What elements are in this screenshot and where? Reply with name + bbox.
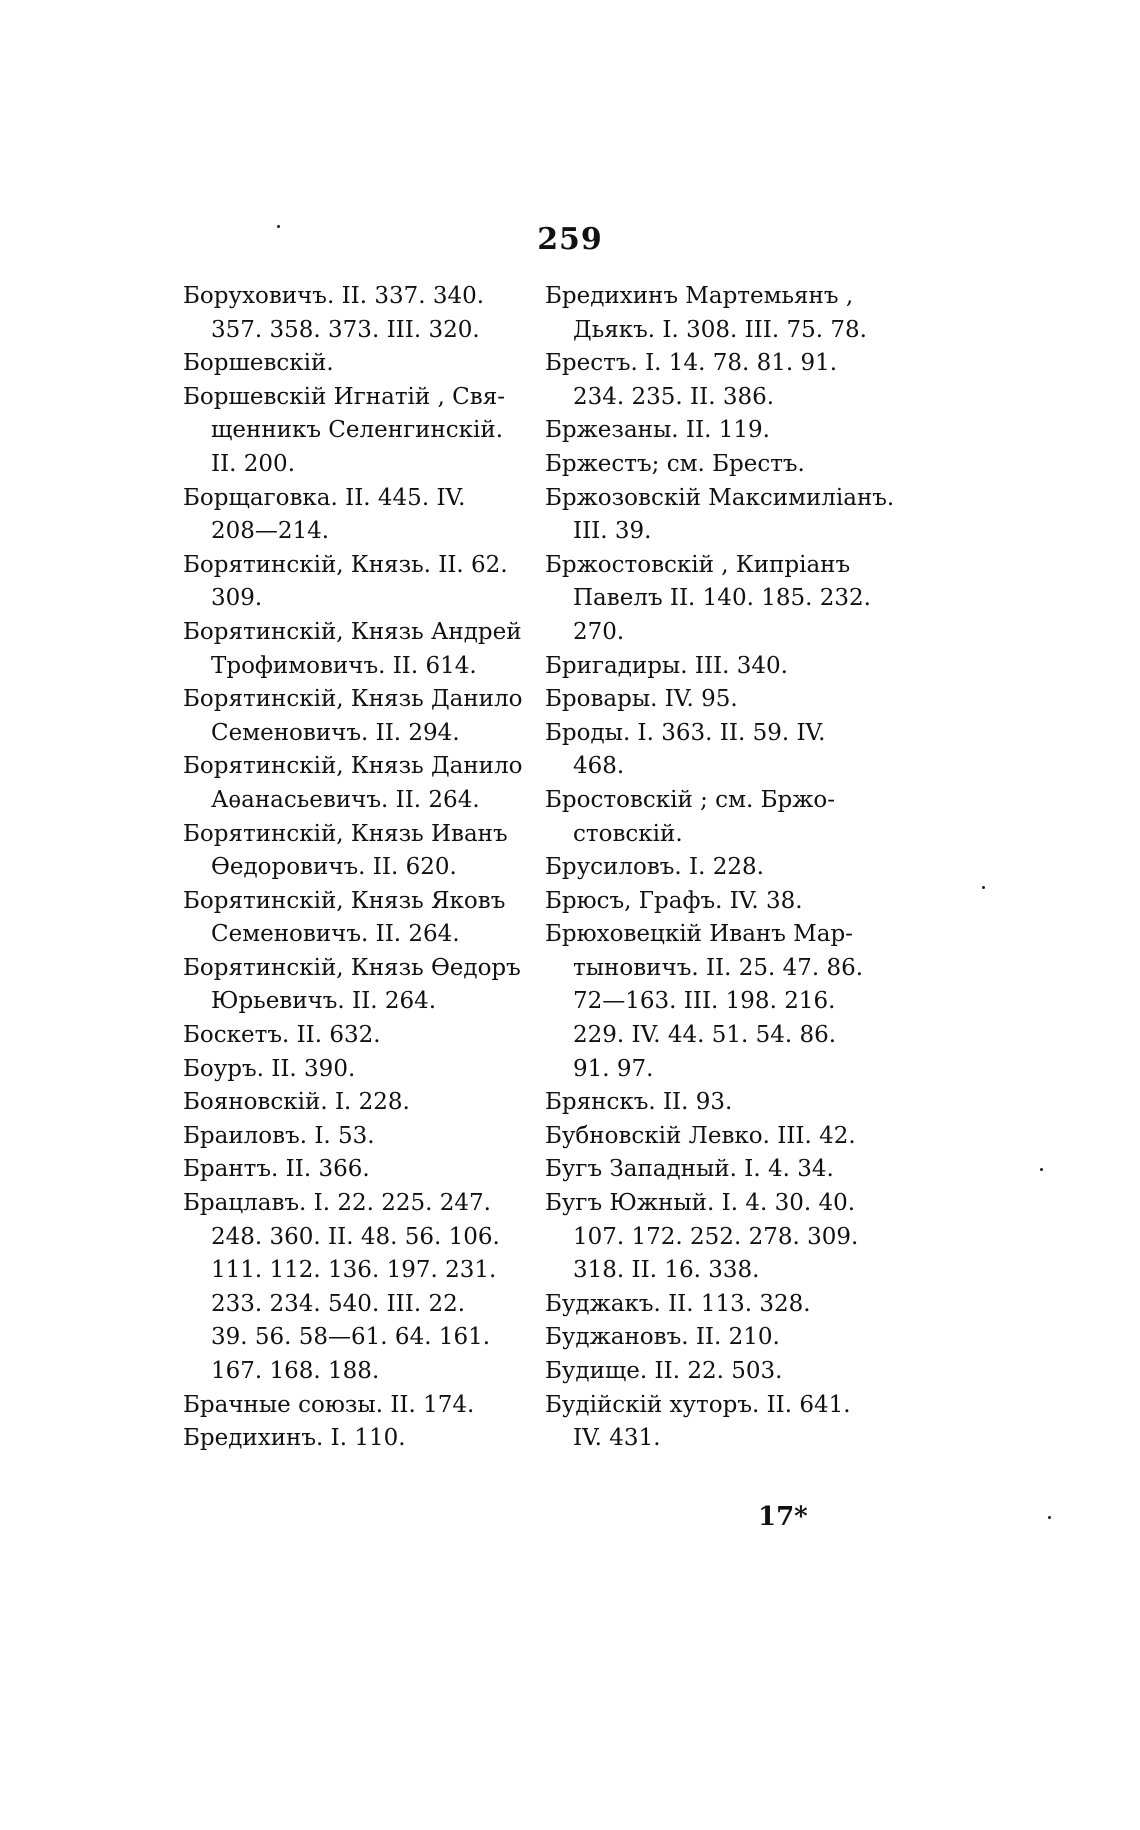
entry-heading-line: Бржостовскій , Кипріанъ	[545, 551, 851, 578]
index-entry	[183, 1389, 553, 1423]
entry-continuation-line: Павелъ II. 140. 185. 232.	[573, 585, 871, 612]
entry-continuation-line: Трофимовичъ. II. 614.	[211, 652, 477, 679]
entry-continuation-line: 208—214.	[211, 518, 330, 545]
index-entry	[183, 1019, 553, 1053]
entry-continuation-line: тыновичъ. II. 25. 47. 86.	[573, 954, 864, 981]
entry-heading-line: Борятинскій, Князь Ѳедоръ	[183, 954, 521, 981]
index-entry	[183, 1422, 553, 1456]
entry-heading-line: Боуръ. II. 390.	[183, 1055, 356, 1082]
entry-continuation-line: Дьякъ. I. 308. III. 75. 78.	[573, 316, 867, 343]
index-entry	[545, 1321, 905, 1355]
entry-heading-line: Борятинскій, Князь Данило	[183, 753, 523, 780]
entry-heading-line: Бровары. IV. 95.	[545, 686, 738, 713]
entry-heading-line: Бржозовскій Максимиліанъ.	[545, 484, 895, 511]
index-entry	[545, 1389, 905, 1456]
entry-continuation-line: 270.	[573, 618, 625, 645]
index-entry	[545, 1187, 905, 1288]
index-entry	[183, 1053, 553, 1087]
entry-continuation-line: III. 39.	[573, 518, 652, 545]
entry-heading-line: Брянскъ. II. 93.	[545, 1089, 733, 1116]
entry-heading-line: Брачные союзы. II. 174.	[183, 1391, 475, 1418]
entry-heading-line: Бубновскій Левко. III. 42.	[545, 1122, 856, 1149]
entry-heading-line: Брюховецкій Иванъ Мар-	[545, 921, 853, 948]
entry-heading-line: Брусиловъ. I. 228.	[545, 854, 764, 881]
entry-heading-line: Борятинскій, Князь. II. 62.	[183, 551, 508, 578]
entry-heading-line: Буджакъ. II. 113. 328.	[545, 1290, 811, 1317]
index-entry	[183, 885, 553, 952]
index-entry	[183, 280, 553, 347]
entry-heading-line: Броды. I. 363. II. 59. IV.	[545, 719, 826, 746]
print-speck	[1048, 1516, 1051, 1519]
index-column-right	[545, 280, 905, 1456]
index-entry	[183, 952, 553, 1019]
index-entry	[545, 683, 905, 717]
index-entry	[183, 347, 553, 381]
index-entry	[183, 616, 553, 683]
index-entry	[545, 784, 905, 851]
entry-heading-line: Боруховичъ. II. 337. 340.	[183, 283, 485, 309]
entry-heading-line: Бредихинъ. I. 110.	[183, 1425, 406, 1452]
entry-continuation-line: 111. 112. 136. 197. 231.	[211, 1257, 497, 1284]
entry-heading-line: Бригадиры. III. 340.	[545, 652, 788, 679]
index-entry	[183, 750, 553, 817]
index-entry	[545, 549, 905, 650]
index-entry	[545, 918, 905, 1086]
entry-heading-line: Бростовскій ; см. Бржо-	[545, 786, 835, 813]
entry-continuation-line: 318. II. 16. 338.	[573, 1257, 760, 1284]
signature-mark: 17*	[758, 1502, 808, 1532]
index-entry	[183, 381, 553, 482]
print-speck	[1040, 1168, 1043, 1171]
index-entry	[545, 448, 905, 482]
entry-continuation-line: Юрьевичъ. II. 264.	[211, 988, 437, 1015]
entry-continuation-line: щенникъ Селенгинскій.	[211, 417, 504, 444]
entry-continuation-line: 39. 56. 58—61. 64. 161.	[211, 1324, 491, 1351]
entry-continuation-line: 233. 234. 540. III. 22.	[211, 1290, 466, 1317]
index-entry	[545, 851, 905, 885]
index-entry	[183, 1187, 553, 1389]
index-entry	[183, 1086, 553, 1120]
entry-heading-line: Бугъ Западный. I. 4. 34.	[545, 1156, 834, 1183]
entry-continuation-line: 72—163. III. 198. 216.	[573, 988, 836, 1015]
entry-heading-line: Борятинскій, Князь Данило	[183, 686, 523, 713]
entry-continuation-line: 468.	[573, 753, 625, 780]
entry-continuation-line: 309.	[211, 585, 263, 612]
entry-heading-line: Борятинскій, Князь Иванъ	[183, 820, 508, 847]
index-entry	[545, 482, 905, 549]
print-speck	[277, 225, 280, 228]
entry-heading-line: Бояновскій. I. 228.	[183, 1089, 410, 1116]
entry-continuation-line: II. 200.	[211, 450, 296, 477]
entry-heading-line: Бржезаны. II. 119.	[545, 417, 770, 444]
entry-continuation-line: Ѳедоровичъ. II. 620.	[211, 854, 457, 881]
entry-continuation-line: 91. 97.	[573, 1055, 654, 1082]
index-entry	[545, 280, 905, 347]
entry-continuation-line: 234. 235. II. 386.	[573, 383, 775, 410]
print-speck	[982, 886, 985, 889]
index-entry	[183, 818, 553, 885]
index-entry	[545, 650, 905, 684]
entry-continuation-line: Аѳанасьевичъ. II. 264.	[211, 786, 480, 813]
entry-continuation-line: Семеновичъ. II. 264.	[211, 921, 460, 948]
entry-heading-line: Бредихинъ Мартемьянъ ,	[545, 283, 854, 309]
index-entry	[545, 1288, 905, 1322]
entry-heading-line: Буджановъ. II. 210.	[545, 1324, 780, 1351]
entry-heading-line: Борятинскій, Князь Андрей	[183, 618, 522, 645]
index-entry	[183, 683, 553, 750]
entry-continuation-line: 229. IV. 44. 51. 54. 86.	[573, 1022, 837, 1049]
entry-heading-line: Бржестъ; см. Брестъ.	[545, 450, 805, 477]
entry-continuation-line: 357. 358. 373. III. 320.	[211, 316, 480, 343]
entry-heading-line: Брестъ. I. 14. 78. 81. 91.	[545, 350, 838, 377]
index-entry	[545, 1086, 905, 1120]
entry-heading-line: Брантъ. II. 366.	[183, 1156, 370, 1183]
entry-continuation-line: IV. 431.	[573, 1425, 661, 1452]
entry-heading-line: Браиловъ. I. 53.	[183, 1122, 375, 1149]
entry-heading-line: Боскетъ. II. 632.	[183, 1022, 381, 1049]
entry-heading-line: Бугъ Южный. I. 4. 30. 40.	[545, 1190, 856, 1217]
entry-heading-line: Борщаговка. II. 445. IV.	[183, 484, 466, 511]
index-entry	[183, 482, 553, 549]
entry-continuation-line: Семеновичъ. II. 294.	[211, 719, 460, 746]
entry-continuation-line: 107. 172. 252. 278. 309.	[573, 1223, 859, 1250]
index-column-left	[183, 280, 553, 1456]
index-entry	[545, 414, 905, 448]
entry-heading-line: Брюсъ, Графъ. IV. 38.	[545, 887, 803, 914]
index-entry	[545, 885, 905, 919]
entry-continuation-line: 248. 360. II. 48. 56. 106.	[211, 1223, 500, 1250]
entry-continuation-line: стовскій.	[573, 820, 683, 847]
entry-heading-line: Будійскій хуторъ. II. 641.	[545, 1391, 851, 1418]
entry-heading-line: Боршевскій Игнатій , Свя-	[183, 383, 505, 410]
index-entry	[183, 1120, 553, 1154]
index-entry	[545, 1120, 905, 1154]
index-entry	[545, 1153, 905, 1187]
index-entry	[545, 717, 905, 784]
entry-heading-line: Борятинскій, Князь Яковъ	[183, 887, 506, 914]
entry-heading-line: Брацлавъ. I. 22. 225. 247.	[183, 1190, 491, 1217]
entry-heading-line: Будище. II. 22. 503.	[545, 1358, 783, 1384]
entry-continuation-line: 167. 168. 188.	[211, 1358, 380, 1384]
index-entry	[545, 347, 905, 414]
index-entry	[183, 1153, 553, 1187]
entry-heading-line: Боршевскій.	[183, 350, 334, 377]
index-entry	[183, 549, 553, 616]
page-number: 259	[537, 222, 603, 257]
index-entry	[545, 1355, 905, 1389]
